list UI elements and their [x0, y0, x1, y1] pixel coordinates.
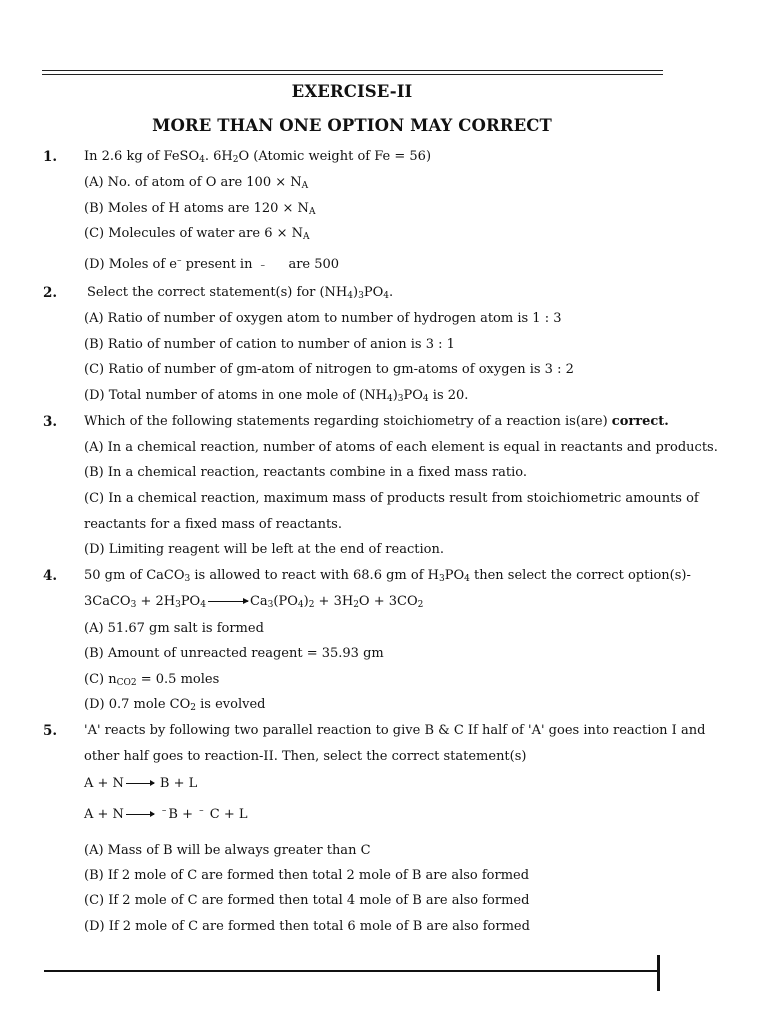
question-3-option-d: (D) Limiting reagent will be left at the end of reaction. — [84, 542, 444, 557]
question-5-number: 5. — [43, 723, 58, 739]
question-4-option-a: (A) 51.67 gm salt is formed — [84, 621, 264, 636]
question-4-stem: 50 gm of CaCO$_3$ is allowed to react with 68.6 gm of $H_3PO_4$ then select the correct option(s)- — [84, 568, 691, 584]
question-4-equation: 3CaCO$_3$ + $2H_3PO_4$ $Ca_3(PO_4)_2 + 3H_2O + 3CO_2$ — [84, 594, 424, 610]
question-3-number: 3. — [43, 414, 58, 430]
question-2-option-b: (B) Ratio of number of cation to number of anion is 3 : 1 — [84, 337, 455, 352]
exercise-subtitle: MORE THAN ONE OPTION MAY CORRECT — [152, 116, 552, 135]
question-2-option-d: (D) Total number of atoms in one mole of $(NH_4)_3PO_4$ is 20. — [84, 388, 469, 404]
question-3-option-c-line-1: (C) In a chemical reaction, maximum mass of products result from stoichiometric amounts of — [84, 491, 699, 506]
question-4-number: 4. — [43, 568, 58, 584]
header-rule-top — [42, 70, 663, 71]
question-2-number: 2. — [43, 285, 58, 301]
question-3-option-b: (B) In a chemical reaction, reactants combine in a fixed mass ratio. — [84, 465, 528, 480]
reaction-2: A + N – B + – C + L — [84, 806, 248, 822]
question-5-stem-line-1: 'A' reacts by following two parallel reaction to give B & C If half of 'A' goes into reaction I and — [84, 723, 706, 738]
footer-rule — [44, 970, 658, 972]
question-2-stem: Select the correct statement(s) for $(NH_4)_3PO_4$. — [87, 285, 394, 301]
question-4-option-b: (B) Amount of unreacted reagent = 35.93 gm — [84, 646, 384, 661]
footer-rule-end-mark — [657, 955, 660, 991]
question-3-option-a: (A) In a chemical reaction, number of atoms of each element is equal in reactants and products. — [84, 440, 718, 455]
question-1-option-c: (C) Molecules of water are $6 \times N_A$ — [84, 226, 310, 242]
question-5-option-d: (D) If 2 mole of C are formed then total 6 mole of B are also formed — [84, 919, 530, 934]
question-4-option-c: (C) $n_{CO2} = 0.5$ moles — [84, 672, 220, 688]
question-1-option-b: (B) Moles of H atoms are $120 \times N_A$ — [84, 201, 316, 217]
question-3-stem: Which of the following statements regarding stoichiometry of a reaction is(are) correct. — [84, 414, 669, 429]
reaction-1: A + N B + L — [84, 776, 198, 791]
exercise-title: EXERCISE-II — [291, 82, 413, 101]
question-1-number: 1. — [43, 149, 58, 165]
reaction-arrow — [126, 783, 154, 784]
reaction-arrow — [126, 814, 154, 815]
question-1-option-a: (A) No. of atom of O are $100 \times N_A$ — [84, 175, 309, 191]
question-1-option-d: (D) Moles of e– present in – are 500 — [84, 256, 340, 272]
question-5-stem-line-2: other half goes to reaction-II. Then, select the correct statement(s) — [84, 749, 527, 764]
question-1-stem: In 2.6 kg of FeSO$_4$. $6H_2O$ (Atomic weight of Fe = 56) — [84, 149, 432, 165]
header-rule-bottom — [42, 74, 663, 75]
reaction-arrow — [208, 601, 248, 602]
question-5-option-b: (B) If 2 mole of C are formed then total 2 mole of B are also formed — [84, 868, 530, 883]
question-5-option-c: (C) If 2 mole of C are formed then total 4 mole of B are also formed — [84, 893, 530, 908]
question-2-option-a: (A) Ratio of number of oxygen atom to number of hydrogen atom is 1 : 3 — [84, 311, 562, 326]
question-4-option-d: (D) 0.7 mole $CO_2$ is evolved — [84, 697, 266, 713]
question-3-option-c-line-2: reactants for a fixed mass of reactants. — [84, 517, 342, 532]
fraction-mark: – — [260, 261, 265, 271]
question-5-option-a: (A) Mass of B will be always greater than C — [84, 843, 371, 858]
question-2-option-c: (C) Ratio of number of gm-atom of nitrogen to gm-atoms of oxygen is 3 : 2 — [84, 362, 574, 377]
